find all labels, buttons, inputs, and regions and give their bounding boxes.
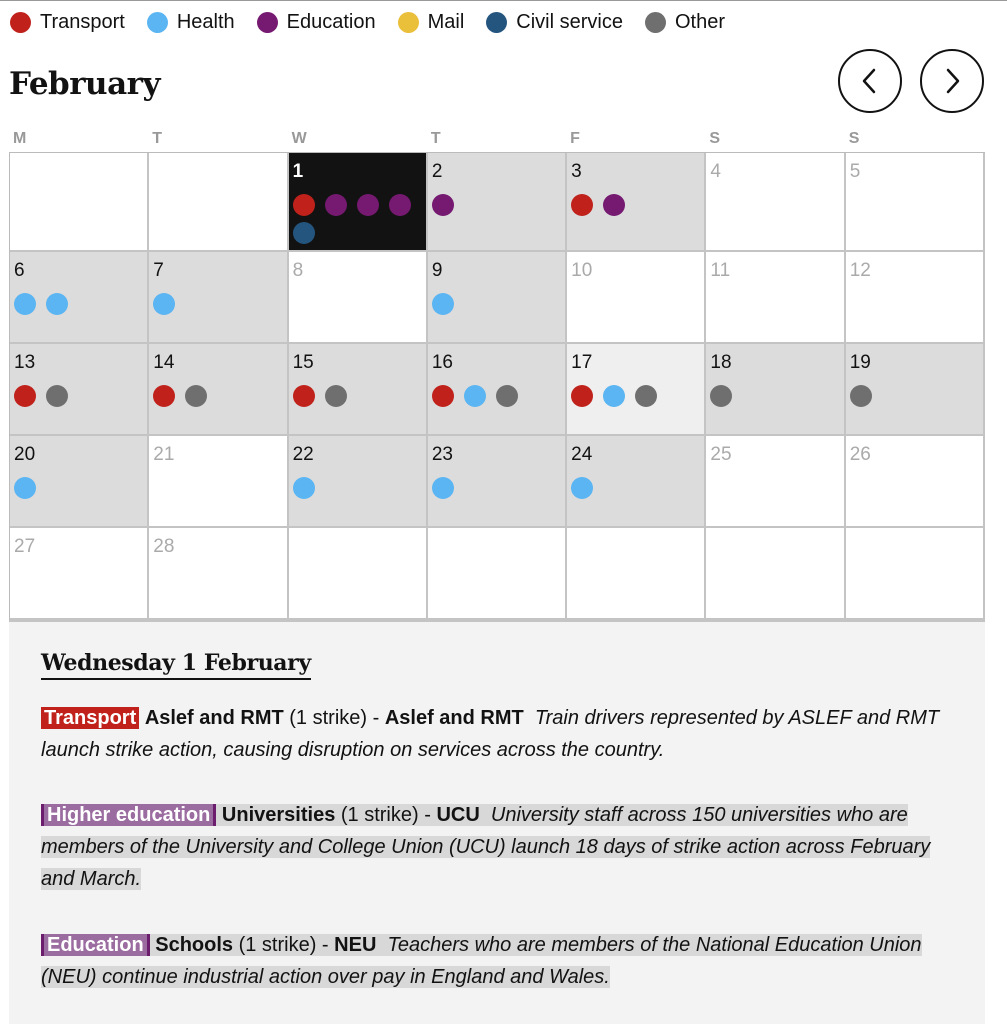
calendar-day-4 <box>706 153 845 252</box>
other-event-dot-icon <box>46 385 68 407</box>
category-tag: Higher education <box>41 804 216 826</box>
transport-event-dot-icon <box>14 385 36 407</box>
day-number: 1 <box>292 161 304 182</box>
day-number: 10 <box>571 260 593 281</box>
day-number: 7 <box>153 260 164 281</box>
day-number: 25 <box>710 444 732 465</box>
day-number: 21 <box>153 444 175 465</box>
health-event-dot-icon <box>14 477 36 499</box>
legend-label: Health <box>176 10 235 33</box>
day-number: 3 <box>571 161 582 182</box>
day-number: 19 <box>849 352 871 373</box>
day-number: 5 <box>849 161 861 182</box>
event-title: Aslef and RMT <box>144 707 284 729</box>
health-event-dot-icon <box>46 293 68 315</box>
health-event-dot-icon <box>464 385 486 407</box>
event-union: UCU <box>436 804 480 826</box>
calendar-blank-cell <box>289 528 428 620</box>
calendar-day-5 <box>846 153 985 252</box>
legend-item-other <box>645 11 725 34</box>
weekday-label: S <box>848 130 860 147</box>
event-item-higher-education <box>41 799 956 895</box>
event-dots <box>14 477 144 505</box>
event-dots <box>571 194 701 222</box>
legend-item-mail <box>398 11 465 34</box>
chevron-left-icon <box>855 66 885 96</box>
weekday-header <box>10 130 985 148</box>
event-dots <box>432 194 562 222</box>
day-number: 14 <box>153 352 175 373</box>
day-number: 12 <box>849 260 871 281</box>
weekday-label: T <box>430 130 441 147</box>
calendar-day-14[interactable] <box>149 344 288 436</box>
calendar-day-17[interactable] <box>567 344 706 436</box>
event-title: Universities <box>221 804 336 826</box>
weekday-label: W <box>291 130 307 147</box>
event-count: (1 strike) - <box>233 934 335 956</box>
calendar-day-24[interactable] <box>567 436 706 528</box>
transport-event-dot-icon <box>571 385 593 407</box>
calendar-day-12 <box>846 252 985 344</box>
calendar-day-6[interactable] <box>10 252 149 344</box>
event-dots <box>432 385 562 413</box>
education-event-dot-icon <box>432 194 454 216</box>
day-number: 4 <box>710 161 721 182</box>
transport-event-dot-icon <box>293 194 315 216</box>
day-number: 9 <box>431 260 443 281</box>
transport-event-dot-icon <box>432 385 454 407</box>
legend-label: Other <box>674 10 726 33</box>
calendar-grid <box>9 152 985 620</box>
event-dots <box>571 385 701 413</box>
event-union: NEU <box>334 934 377 956</box>
day-number: 16 <box>431 352 453 373</box>
event-dots <box>432 477 562 505</box>
calendar-day-7[interactable] <box>149 252 288 344</box>
calendar-day-27 <box>10 528 149 620</box>
civil-event-dot-icon <box>293 222 315 244</box>
education-event-dot-icon <box>325 194 347 216</box>
calendar-day-16[interactable] <box>428 344 567 436</box>
day-number: 8 <box>292 260 304 281</box>
transport-event-dot-icon <box>153 385 175 407</box>
weekday-label: F <box>570 130 580 147</box>
event-dots <box>850 385 980 413</box>
day-number: 18 <box>710 352 732 373</box>
event-description: Teachers who are members of the National Education Union (NEU) continue industrial action over pay in England and Wales. <box>41 934 922 988</box>
calendar-blank-cell <box>10 153 149 252</box>
event-item-transport <box>41 702 956 766</box>
event-description: University staff across 150 universities who are members of the University and College Union (UCU) launch 18 days of strike action across February and March. <box>41 804 931 890</box>
calendar-day-10 <box>567 252 706 344</box>
mail-dot-icon <box>398 12 419 33</box>
calendar-day-9[interactable] <box>428 252 567 344</box>
other-event-dot-icon <box>850 385 872 407</box>
day-number: 13 <box>14 352 36 373</box>
health-event-dot-icon <box>603 385 625 407</box>
calendar-day-15[interactable] <box>289 344 428 436</box>
category-tag: Education <box>41 934 150 956</box>
health-event-dot-icon <box>293 477 315 499</box>
calendar-day-25 <box>706 436 845 528</box>
event-count: (1 strike) - <box>335 804 437 826</box>
day-number: 17 <box>571 352 593 373</box>
calendar-day-20[interactable] <box>10 436 149 528</box>
legend-label: Transport <box>40 10 125 33</box>
day-number: 24 <box>571 444 593 465</box>
event-dots <box>153 293 283 321</box>
chevron-right-icon <box>937 66 967 96</box>
event-dots <box>432 293 562 321</box>
day-number: 11 <box>710 260 731 281</box>
transport-event-dot-icon <box>571 194 593 216</box>
top-divider <box>0 0 1007 1</box>
day-details-panel <box>9 620 985 1024</box>
other-event-dot-icon <box>496 385 518 407</box>
health-event-dot-icon <box>432 293 454 315</box>
other-event-dot-icon <box>635 385 657 407</box>
day-number: 20 <box>14 444 36 465</box>
category-tag: Transport <box>41 707 139 729</box>
transport-event-dot-icon <box>293 385 315 407</box>
next-month-button[interactable] <box>920 49 984 113</box>
calendar-day-21 <box>149 436 288 528</box>
event-dots <box>153 385 283 413</box>
day-number: 15 <box>292 352 314 373</box>
legend-label: Mail <box>427 10 465 33</box>
calendar-blank-cell <box>149 153 288 252</box>
legend-label: Education <box>286 10 376 33</box>
calendar-day-3[interactable] <box>567 153 706 252</box>
health-event-dot-icon <box>153 293 175 315</box>
day-number: 6 <box>14 260 25 281</box>
legend-item-transport <box>10 11 125 34</box>
other-dot-icon <box>645 12 666 33</box>
calendar-day-8 <box>289 252 428 344</box>
month-title: February <box>9 66 161 102</box>
calendar-day-2[interactable] <box>428 153 567 252</box>
calendar-day-18[interactable] <box>706 344 845 436</box>
legend-label: Civil service <box>516 10 623 33</box>
education-event-dot-icon <box>603 194 625 216</box>
legend-item-health <box>147 11 235 34</box>
day-number: 26 <box>849 444 871 465</box>
event-union: Aslef and RMT <box>384 707 524 729</box>
day-number: 27 <box>14 536 36 557</box>
calendar-day-19[interactable] <box>846 344 985 436</box>
other-event-dot-icon <box>710 385 732 407</box>
calendar-day-28 <box>149 528 288 620</box>
legend-item-education <box>257 11 376 34</box>
day-number: 28 <box>153 536 175 557</box>
event-dots <box>293 477 423 505</box>
legend-item-civil-service <box>486 11 623 34</box>
event-dots <box>571 477 701 505</box>
event-dots <box>710 385 840 413</box>
event-item-education <box>41 929 956 993</box>
education-event-dot-icon <box>389 194 411 216</box>
education-event-dot-icon <box>357 194 379 216</box>
day-number: 2 <box>431 161 443 182</box>
calendar-blank-cell <box>428 528 567 620</box>
other-event-dot-icon <box>325 385 347 407</box>
event-count: (1 strike) - <box>283 707 385 729</box>
civil-service-dot-icon <box>486 12 507 33</box>
calendar-day-23[interactable] <box>428 436 567 528</box>
calendar-blank-cell <box>846 528 985 620</box>
other-event-dot-icon <box>185 385 207 407</box>
health-event-dot-icon <box>14 293 36 315</box>
calendar-day-11 <box>706 252 845 344</box>
selected-day-heading: Wednesday 1 February <box>41 650 311 680</box>
weekday-label: M <box>13 130 27 147</box>
day-number: 23 <box>431 444 453 465</box>
event-dots <box>14 293 144 321</box>
weekday-label: T <box>152 130 163 147</box>
calendar-day-22[interactable] <box>289 436 428 528</box>
calendar-day-1[interactable] <box>289 153 428 252</box>
weekday-label: S <box>709 130 721 147</box>
event-dots <box>293 385 423 413</box>
event-dots <box>293 194 423 250</box>
event-title: Schools <box>155 934 234 956</box>
event-description: Train drivers represented by ASLEF and RMT launch strike action, causing disruption on services across the country. <box>41 707 940 761</box>
health-event-dot-icon <box>432 477 454 499</box>
previous-month-button[interactable] <box>838 49 902 113</box>
calendar-blank-cell <box>706 528 845 620</box>
education-dot-icon <box>257 12 278 33</box>
health-dot-icon <box>147 12 168 33</box>
day-number: 22 <box>292 444 314 465</box>
health-event-dot-icon <box>571 477 593 499</box>
category-legend <box>10 9 747 35</box>
calendar-blank-cell <box>567 528 706 620</box>
event-dots <box>14 385 144 413</box>
calendar-day-13[interactable] <box>10 344 149 436</box>
calendar-day-26 <box>846 436 985 528</box>
transport-dot-icon <box>10 12 31 33</box>
